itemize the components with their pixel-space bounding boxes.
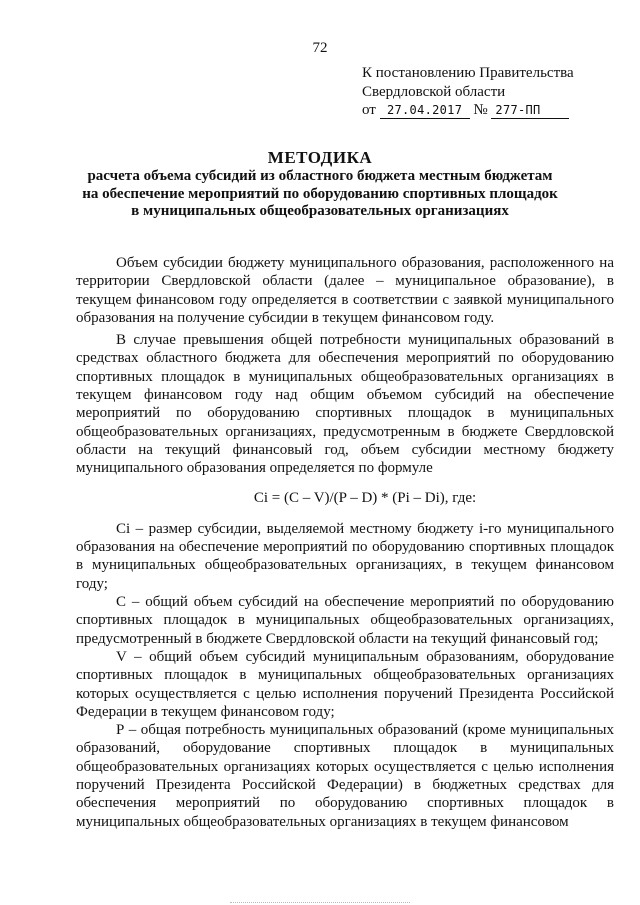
approval-line-1: К постановлению Правительства bbox=[362, 65, 574, 81]
paragraph-exceed: В случае превышения общей потребности муниципальных образований в средствах областного бюджета для обеспечения мероприятий по оборудованию спортивных площадок в муниципальных общеобразовательных организациях в текущем финансовом году над общим объемом субсидий на обеспечение мероприятий по оборудованию спортивных площадок в муниципальных общеобразовательных организациях, предусмотренным в бюджете Свердловской области на текущий финансовый год, объем субсидии местному бюджету муниципального образования определяется по формуле bbox=[76, 332, 614, 477]
definition-c: С – общий объем субсидий на обеспечение мероприятий по оборудованию спортивных площадок в муниципальных общеобразовательных организациях, предусмотренный в бюджете Свердловской области на текущий финансовый год; bbox=[76, 594, 614, 647]
date-prefix: от bbox=[362, 102, 376, 118]
date-value: 27.04.2017 bbox=[380, 103, 470, 119]
approval-block bbox=[362, 64, 612, 120]
definition-ci: Ci – размер субсидии, выделяемой местному бюджету i-го муниципального образования на обеспечение мероприятий по оборудованию спортивных площадок в муниципальных общеобразовательных организациях, в текущем финансовом году; bbox=[76, 520, 614, 592]
date-number-row bbox=[362, 101, 612, 120]
approval-line-2: Свердловской области bbox=[362, 83, 506, 100]
document-title: МЕТОДИКА bbox=[267, 148, 373, 167]
number-value: 277-ПП bbox=[491, 103, 569, 119]
number-sign: № bbox=[473, 102, 488, 118]
document-subtitle: расчета объема субсидий из областного бюджета местным бюджетам на обеспечение мероприятий по оборудованию спортивных площадок в муниципальных общеобразовательных организациях bbox=[82, 168, 558, 219]
document-body bbox=[76, 254, 614, 831]
paragraph-intro: Объем субсидии бюджету муниципального образования, расположенного на территории Свердловской области (далее – муниципальное образование), в текущем финансовом году определяется в соответствии с заявкой муниципального образования на получение субсидии в текущем финансовом году. bbox=[76, 255, 614, 326]
definition-p: Р – общая потребность муниципальных образований (кроме муниципальных образований, оборудование спортивных площадок в муниципальных общеобразовательных организациях которых осуществляется с целью исполнения поручений Президента Российской Федерации) в бюджетных средствах для обеспечения мероприятий по оборудованию спортивных площадок в муниципальных общеобразовательных организациях в текущем финансовом bbox=[76, 722, 614, 830]
formula: Ci = (C – V)/(P – D) * (Pi – Di), где: bbox=[253, 489, 477, 506]
definition-v: V – общий объем субсидий муниципальным образованиям, оборудование спортивных площадок в муниципальных общеобразовательных организациях которых осуществляется с целью исполнения поручений Президента Российской Федерации в текущем финансовом году; bbox=[76, 648, 614, 720]
page-number: 72 bbox=[312, 40, 328, 56]
page-bottom-divider bbox=[230, 902, 410, 903]
